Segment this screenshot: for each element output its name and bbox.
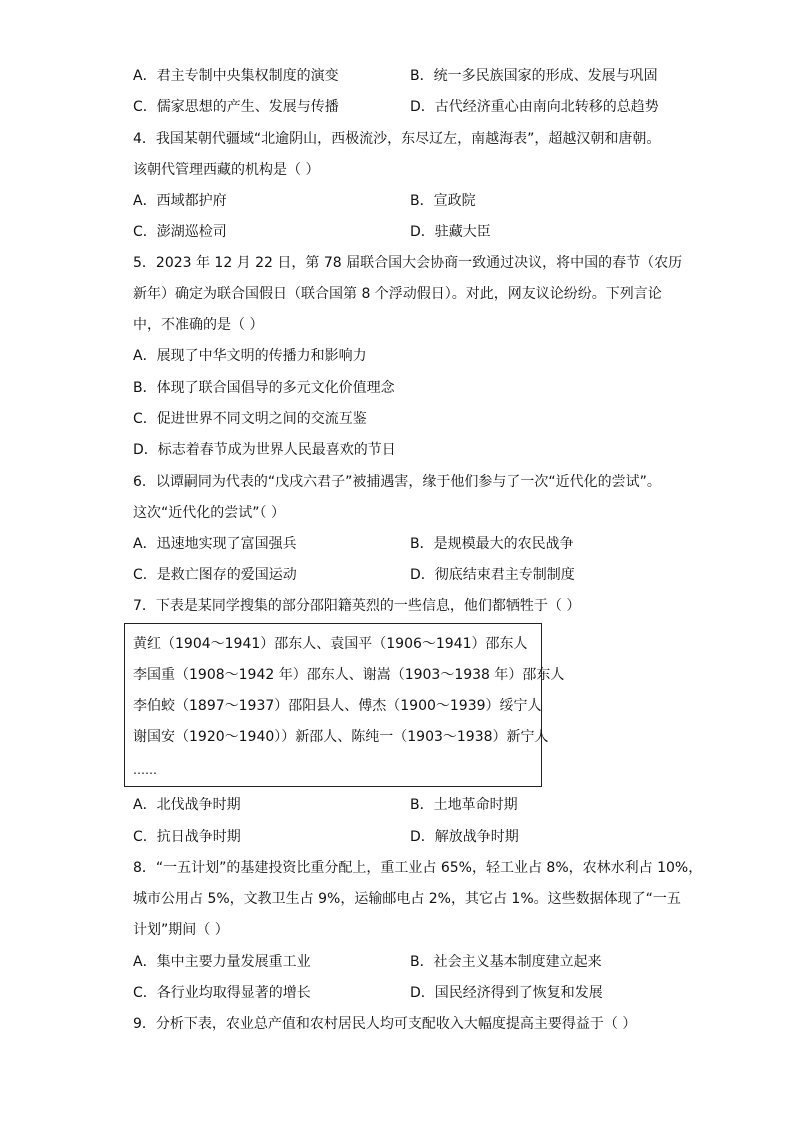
q6-option-a: A．迅速地实现了富国强兵: [133, 536, 297, 552]
q5-stem-line3: 中，不准确的是（ ）: [133, 317, 264, 333]
q7-stem: 7．下表是某同学搜集的部分邵阳籍英烈的一些信息，他们都牺牲于（ ）: [133, 598, 581, 614]
table-row: 李伯蛟（1897～1937）邵阳县人、傅杰（1900～1939）绥宁人: [133, 698, 542, 714]
q6-option-c: C．是救亡图存的爱国运动: [133, 567, 297, 583]
q8-option-a: A．集中主要力量发展重工业: [133, 954, 311, 970]
table-row: 李国重（1908～1942 年）邵东人、谢嵩（1903～1938 年）邵东人: [133, 667, 565, 683]
q4-option-b: B．宣政院: [410, 193, 476, 209]
q3-option-d: D．古代经济重心由南向北转移的总趋势: [410, 99, 659, 115]
q4-stem-line2: 该朝代管理西藏的机构是（ ）: [133, 162, 320, 178]
q6-stem-line1: 6．以谭嗣同为代表的“戊戌六君子”被捕遇害，缘于他们参与了一次“近代化的尝试”。: [133, 474, 661, 490]
q8-stem-line2: 城市公用占 5%，文教卫生占 9%，运输邮电占 2%，其它占 1%。这些数据体现了“一五: [133, 891, 681, 907]
q5-option-a: A．展现了中华文明的传播力和影响力: [133, 348, 367, 364]
q9-stem: 9．分析下表，农业总产值和农村居民人均可支配收入大幅度提高主要得益于（ ）: [133, 1016, 637, 1032]
q3-option-b: B．统一多民族国家的形成、发展与巩固: [410, 68, 658, 84]
q8-option-d: D．国民经济得到了恢复和发展: [410, 985, 603, 1001]
q8-stem-line1: 8．“一五计划”的基建投资比重分配上，重工业占 65%，轻工业占 8%，农林水利占 10%，: [133, 860, 703, 876]
q6-stem-line2: 这次“近代化的尝试”（ ）: [133, 505, 285, 521]
q6-option-b: B．是规模最大的农民战争: [410, 536, 574, 552]
table-row-ellipsis: ……: [133, 763, 157, 777]
q8-stem-line3: 计划”期间（ ）: [133, 922, 229, 938]
q8-option-c: C．各行业均取得显著的增长: [133, 985, 311, 1001]
q7-option-a: A．北伐战争时期: [133, 797, 241, 813]
table-row: 黄红（1904～1941）邵东人、袁国平（1906～1941）邵东人: [133, 636, 528, 652]
q6-option-d: D．彻底结束君主专制制度: [410, 567, 575, 583]
q4-stem-line1: 4．我国某朝代疆域“北逾阴山，西极流沙，东尽辽左，南越海表”，超越汉朝和唐朝。: [133, 131, 661, 147]
q5-stem-line2: 新年）确定为联合国假日（联合国第 8 个浮动假日）。对此，网友议论纷纷。下列言论: [133, 286, 662, 302]
q5-option-c: C．促进世界不同文明之间的交流互鉴: [133, 411, 367, 427]
table-row: 谢国安（1920～1940））新邵人、陈纯一（1903～1938）新宁人: [133, 729, 549, 745]
q7-option-d: D．解放战争时期: [410, 829, 519, 845]
q3-option-a: A．君主专制中央集权制度的演变: [133, 68, 339, 84]
q4-option-c: C．澎湖巡检司: [133, 224, 227, 240]
q5-option-b: B．体现了联合国倡导的多元文化价值理念: [133, 380, 395, 396]
martyrs-info-table: [124, 623, 565, 787]
q8-option-b: B．社会主义基本制度建立起来: [410, 954, 602, 970]
q3-option-c: C．儒家思想的产生、发展与传播: [133, 99, 339, 115]
q4-option-d: D．驻藏大臣: [410, 224, 491, 240]
q7-option-b: B．土地革命时期: [410, 797, 518, 813]
q5-option-d: D．标志着春节成为世界人民最喜欢的节日: [133, 442, 396, 458]
q5-stem-line1: 5．2023 年 12 月 22 日，第 78 届联合国大会协商一致通过决议，将中国的春节（农历: [133, 255, 683, 271]
q4-option-a: A．西域都护府: [133, 193, 227, 209]
q7-option-c: C．抗日战争时期: [133, 829, 241, 845]
